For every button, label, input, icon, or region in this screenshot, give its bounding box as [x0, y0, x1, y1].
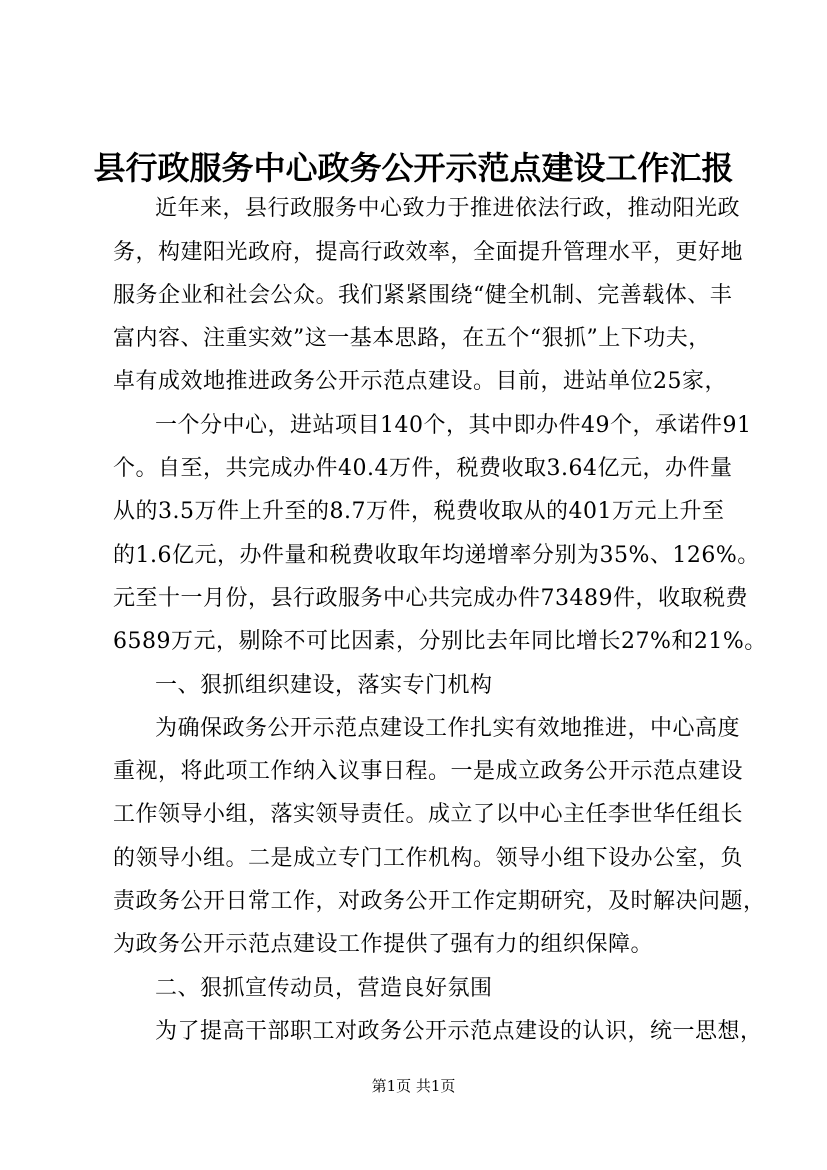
body-line: 服务企业和社会公众。我们紧紧围绕“健全机制、完善载体、丰 [113, 283, 733, 308]
body-line: 务，构建阳光政府，提高行政效率，全面提升管理水平，更好地 [113, 240, 744, 265]
body-line: 6589万元，剔除不可比因素，分别比去年同比增长27%和21%。 [113, 629, 767, 654]
section-heading: 二、狠抓宣传动员，营造良好氛围 [155, 976, 493, 1001]
body-line: 为确保政务公开示范点建设工作扎实有效地推进，中心高度 [155, 716, 741, 741]
body-line: 从的3.5万件上升至的8.7万件，税费收取从的401万元上升至 [113, 499, 725, 524]
body-line: 个。自至，共完成办件40.4万件，税费收取3.64亿元，办件量 [113, 456, 733, 481]
body-line: 为政务公开示范点建设工作提供了强有力的组织保障。 [113, 932, 654, 957]
body-line: 重视，将此项工作纳入议事日程。一是成立政务公开示范点建设 [113, 759, 744, 784]
body-line: 为了提高干部职工对政务公开示范点建设的认识，统一思想， [155, 1019, 763, 1044]
body-line: 元至十一月份，县行政服务中心共完成办件73489件，收取税费 [113, 586, 748, 611]
body-line: 一个分中心，进站项目140个，其中即办件49个，承诺件91 [155, 413, 752, 438]
page-number-footer: 第1页 共1页 [371, 1077, 456, 1095]
body-line: 工作领导小组，落实领导责任。成立了以中心主任李世华任组长 [113, 802, 744, 827]
body-line: 富内容、注重实效”这一基本思路，在五个“狠抓”上下功夫， [113, 326, 711, 351]
document-title: 县行政服务中心政务公开示范点建设工作汇报 [93, 149, 734, 187]
section-heading: 一、狠抓组织建设，落实专门机构 [155, 673, 493, 698]
body-line: 责政务公开日常工作，对政务公开工作定期研究，及时解决问题， [113, 889, 766, 914]
body-line: 卓有成效地推进政务公开示范点建设。目前，进站单位25家， [113, 369, 727, 394]
body-line: 的领导小组。二是成立专门工作机构。领导小组下设办公室，负 [113, 846, 744, 871]
body-line: 的1.6亿元，办件量和税费收取年均递增率分别为35%、126%。 [113, 543, 760, 568]
body-line: 近年来，县行政服务中心致力于推进依法行政，推动阳光政 [155, 196, 741, 221]
